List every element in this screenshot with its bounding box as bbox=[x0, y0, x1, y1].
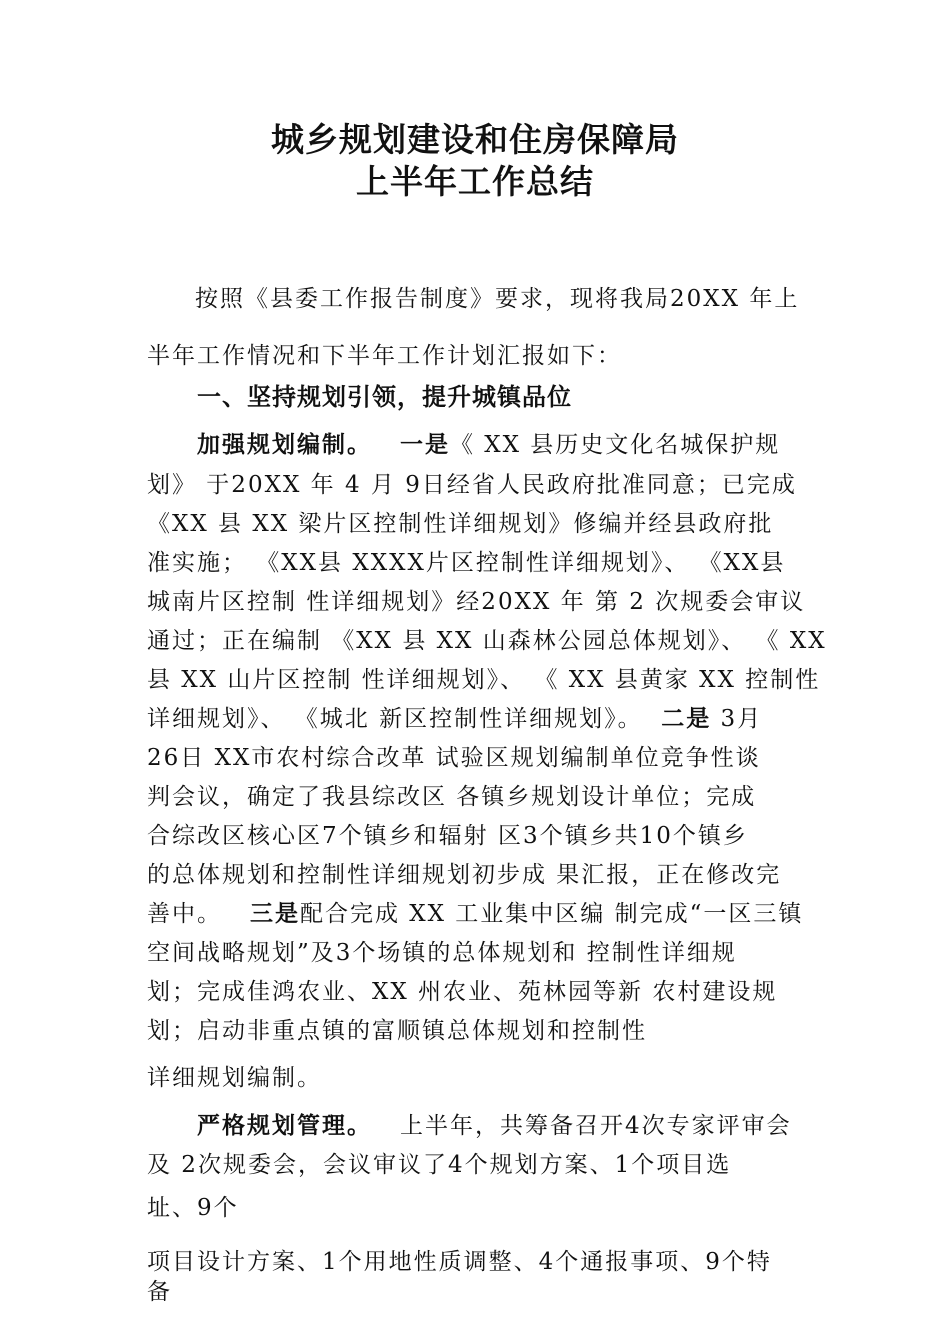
para1-line-1 bbox=[197, 430, 780, 460]
para1-line-15: 划；完成佳鸿农业、XX 州农业、苑林园等新 农村建设规 bbox=[147, 979, 778, 1005]
intro-line-1: 按照《县委工作报告制度》要求，现将我局20XX 年上 bbox=[195, 286, 800, 312]
para2-line-5: 备 bbox=[147, 1279, 172, 1305]
para2-line-2: 及 2次规委会，会议审议了4个规划方案、1个项目选 bbox=[147, 1152, 732, 1178]
para1-line-8 bbox=[147, 704, 762, 734]
para1-line-11: 合综改区核心区7个镇乡和辐射 区3个镇乡共10个镇乡 bbox=[147, 823, 748, 849]
para1-line-13 bbox=[147, 899, 803, 929]
para2-line-3: 址、9个 bbox=[147, 1195, 239, 1221]
para1-line-12: 的总体规划和控制性详细规划初步成 果汇报，正在修改完 bbox=[147, 862, 782, 888]
para1-line-7: 县 XX 山片区控制 性详细规划》、 《 XX 县黄家 XX 控制性 bbox=[147, 667, 821, 693]
para1-line-6: 通过；正在编制 《XX 县 XX 山森林公园总体规划》、 《 XX bbox=[147, 628, 827, 654]
document-title-line-1: 城乡规划建设和住房保障局 bbox=[271, 120, 679, 159]
para1-first-marker: 一是 bbox=[399, 432, 450, 458]
para1-line-13-tail: 配合完成 XX 工业集中区编 制完成“一区三镇 bbox=[299, 901, 804, 927]
para1-line-1-text: 《 XX 县历史文化名城保护规 bbox=[449, 432, 781, 458]
para1-third-marker: 三是 bbox=[249, 901, 300, 927]
para2-line-1-text: 上半年，共筹备召开4次专家评审会 bbox=[399, 1113, 792, 1139]
section-1-heading: 一、坚持规划引领，提升城镇品位 bbox=[197, 383, 572, 411]
para1-line-9: 26日 XX市农村综合改革 试验区规划编制单位竞争性谈 bbox=[147, 745, 761, 771]
document-title-line-2: 上半年工作总结 bbox=[356, 162, 594, 201]
para1-line-14: 空间战略规划”及3个场镇的总体规划和 控制性详细规 bbox=[147, 940, 737, 966]
para1-line-3: 《XX 县 XX 梁片区控制性详细规划》修编并经县政府批 bbox=[147, 511, 774, 537]
para1-line-13-text: 善中。 bbox=[147, 901, 222, 927]
para2-lead: 严格规划管理。 bbox=[197, 1113, 372, 1139]
intro-line-2: 半年工作情况和下半年工作计划汇报如下： bbox=[147, 343, 622, 369]
para1-line-17: 详细规划编制。 bbox=[147, 1065, 322, 1091]
para1-lead: 加强规划编制。 bbox=[197, 432, 372, 458]
para1-line-5: 城南片区控制 性详细规划》经20XX 年 第 2 次规委会审议 bbox=[147, 589, 806, 615]
para1-line-2: 划》 于20XX 年 4 月 9日经省人民政府批准同意；已完成 bbox=[147, 472, 797, 498]
para1-line-10: 判会议，确定了我县综改区 各镇乡规划设计单位；完成 bbox=[147, 784, 757, 810]
para1-second-marker: 二是 bbox=[661, 706, 712, 732]
para1-line-16: 划；启动非重点镇的富顺镇总体规划和控制性 bbox=[147, 1018, 647, 1044]
para2-line-4: 项目设计方案、1个用地性质调整、4个通报事项、9个特 bbox=[147, 1249, 772, 1275]
para1-line-8-tail: 3月 bbox=[711, 706, 763, 732]
para1-line-8-text: 详细规划》、 《城北 新区控制性详细规划》。 bbox=[147, 706, 643, 732]
para1-line-4: 准实施； 《XX县 XXXX片区控制性详细规划》、 《XX县 bbox=[147, 550, 786, 576]
para2-line-1 bbox=[197, 1111, 792, 1141]
